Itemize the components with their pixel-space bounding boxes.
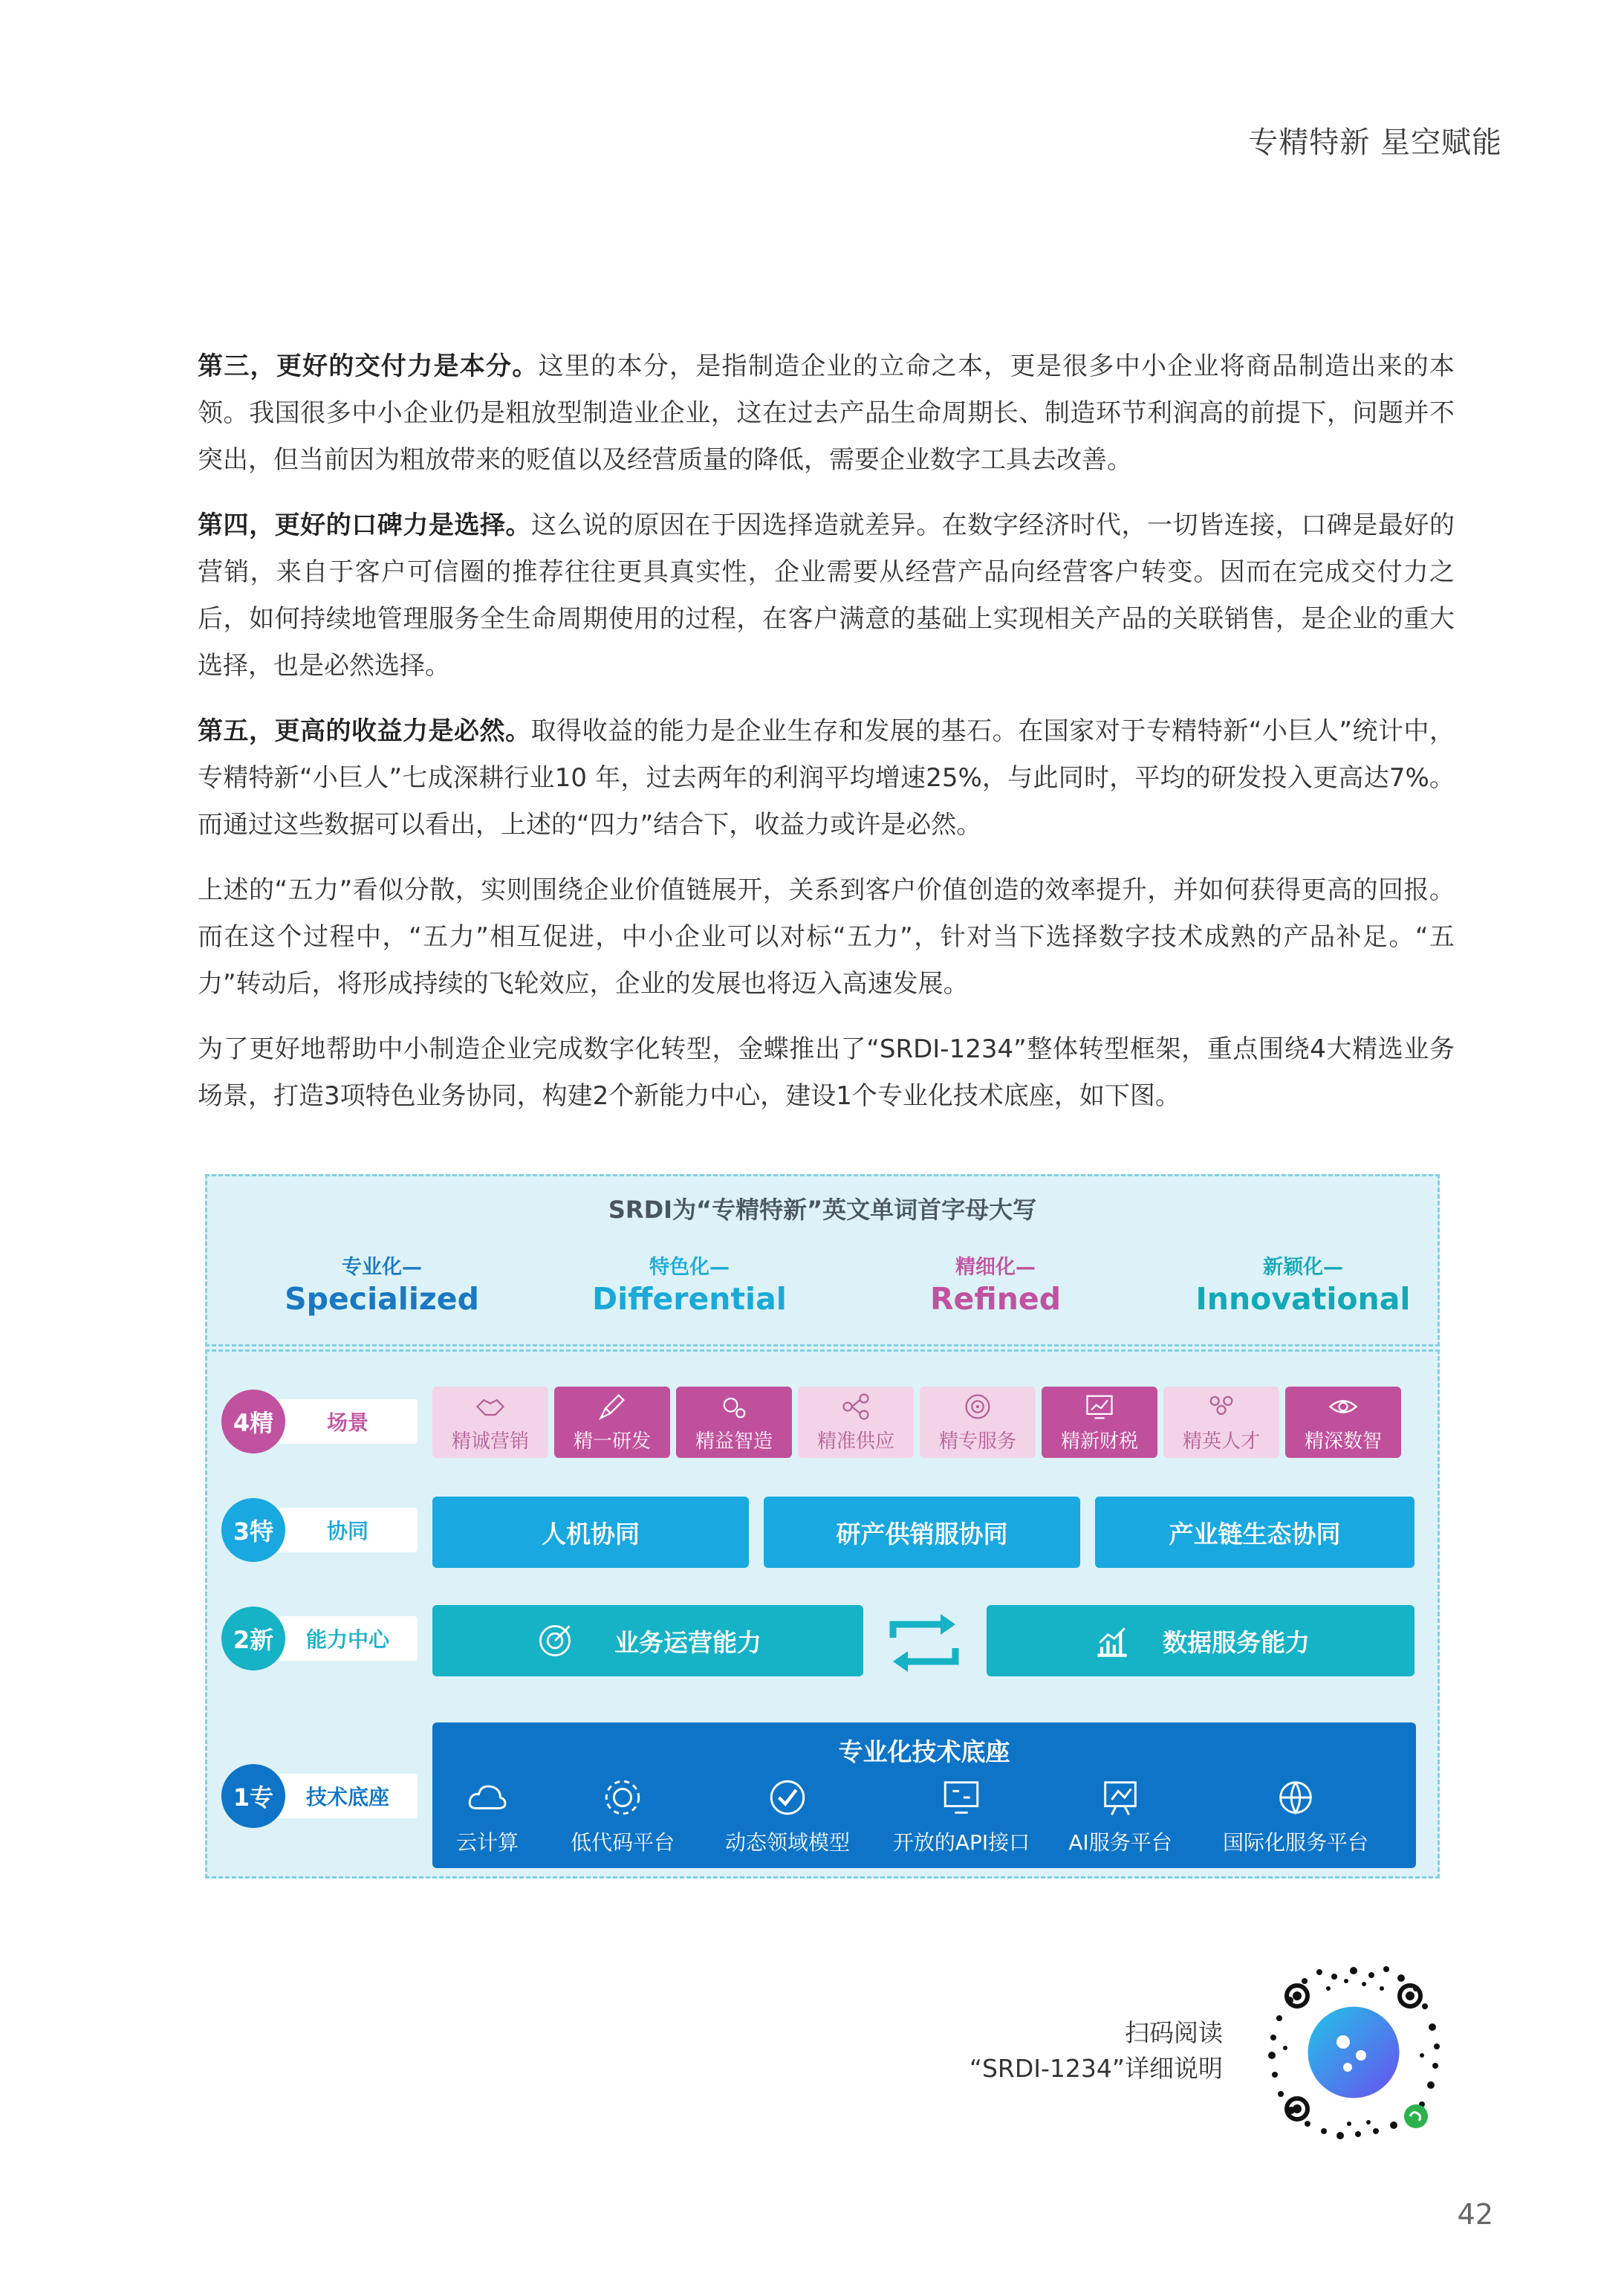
- article-body: [198, 343, 1455, 1138]
- tech-label: 开放的API接口: [892, 1830, 1030, 1855]
- paragraph-lead: 第五，更高的收益力是必然。: [198, 716, 531, 746]
- tech-ai: [1046, 1776, 1195, 1856]
- exchange-arrows-icon: [886, 1610, 963, 1676]
- people-icon: [1205, 1390, 1238, 1423]
- srdi-cn: 新颖化—: [1263, 1256, 1343, 1279]
- paragraph-2: [198, 502, 1455, 690]
- paragraph-text: 取得收益的能力是企业生存和发展的基石。在国家对于专精特新“小巨人”统计中，专精特新“小巨人”七成深耕行业10 年，过去两年的利润平均增速25%，与此同时，平均的研发投入更高达7%。而通过这些数据可以看出，上述的“四力”结合下，收益力或许是必然。: [198, 716, 1455, 840]
- srdi-framework-figure: [205, 1174, 1440, 1879]
- check-circle-icon: [766, 1776, 809, 1819]
- rocket-icon: [596, 1390, 629, 1423]
- row-tag: 技术底座: [263, 1774, 418, 1818]
- paragraph-text: 这里的本分，是指制造企业的立命之本，更是很多中小企业将商品制造出来的本领。我国很多中小企业仍是粗放型制造业企业，这在过去产品生命周期长、制造环节利润高的前提下，问题并不突出，但当前因为粗放带来的贬值以及经营质量的降低，需要企业数字工具去改善。: [198, 351, 1455, 475]
- paragraph-3: [198, 708, 1455, 849]
- row-label-scenes: [221, 1390, 418, 1453]
- srdi-specialized: [237, 1251, 527, 1317]
- scene-label: 精深数智: [1304, 1430, 1382, 1453]
- capability-operations: [432, 1605, 863, 1676]
- tech-label: 国际化服务平台: [1222, 1830, 1368, 1855]
- srdi-cn: 专业化—: [342, 1256, 422, 1279]
- scene-service: [920, 1387, 1036, 1458]
- scene-rd: [554, 1387, 670, 1458]
- row-label-capability: [221, 1607, 418, 1670]
- scene-talent: [1163, 1387, 1279, 1458]
- paragraph-text: 这么说的原因在于因选择造就差异。在数字经济时代，一切皆连接，口碑是最好的营销，来自于客户可信圈的推荐往往更具真实性，企业需要从经营产品向经营客户转变。因而在完成交付力之后，如何持续地管理服务全生命周期使用的过程，在客户满意的基础上实现相关产品的关联销售，是企业的重大选择，也是必然选择。: [198, 510, 1455, 681]
- monitor-chart-icon: [1083, 1390, 1116, 1423]
- eye-icon: [1327, 1390, 1360, 1423]
- row-label-collab: [221, 1498, 418, 1562]
- api-screen-icon: [940, 1776, 983, 1819]
- tech-international: [1221, 1776, 1370, 1856]
- target-icon: [534, 1620, 576, 1662]
- row-number-badge: 3特: [221, 1498, 285, 1562]
- paragraph-text: 上述的“五力”看似分散，实则围绕企业价值链展开，关系到客户价值创造的效率提升，并如何获得更高的回报。而在这个过程中，“五力”相互促进，中小企业可以对标“五力”，针对当下选择数字技术成熟的产品补足。“五力”转动后，将形成持续的飞轮效应，企业的发展也将迈入高速发展。: [198, 875, 1455, 999]
- page-header: 专精特新 星空赋能: [1248, 126, 1502, 160]
- scene-label: 精益智造: [695, 1430, 773, 1453]
- globe-icon: [1274, 1776, 1317, 1819]
- tech-domain-model: [713, 1776, 862, 1856]
- row-number-badge: 4精: [221, 1390, 285, 1453]
- tech-lowcode: [548, 1776, 697, 1856]
- gears-icon: [718, 1390, 750, 1423]
- target-icon: [961, 1390, 994, 1423]
- scene-label: 精诚营销: [451, 1430, 529, 1453]
- qr-caption-line2: “SRDI-1234”详细说明: [969, 2054, 1223, 2083]
- srdi-en: Specialized: [285, 1281, 479, 1317]
- row-tag: 协同: [263, 1508, 418, 1552]
- scene-label: 精一研发: [573, 1430, 651, 1453]
- cloud-icon: [466, 1776, 509, 1819]
- srdi-differential: [545, 1251, 834, 1317]
- tech-label: 云计算: [455, 1830, 519, 1855]
- paragraph-1: [198, 343, 1455, 484]
- scene-label: 精新财税: [1060, 1430, 1138, 1453]
- tech-cloud: [413, 1776, 562, 1856]
- scene-label: 精准供应: [816, 1430, 894, 1453]
- srdi-en: Differential: [592, 1281, 787, 1317]
- gear-icon: [601, 1776, 644, 1819]
- row-label-foundation: [221, 1764, 418, 1828]
- scene-label: 精专服务: [938, 1430, 1016, 1453]
- srdi-en: Refined: [929, 1281, 1062, 1317]
- row-tag: 场景: [263, 1399, 418, 1444]
- row-number-badge: 2新: [221, 1607, 285, 1670]
- network-icon: [839, 1390, 872, 1423]
- foundation-title: 专业化技术底座: [838, 1737, 1010, 1766]
- handshake-icon: [474, 1390, 507, 1423]
- srdi-definition-box: [205, 1174, 1440, 1346]
- collab-industry-chain: 产业链生态协同: [1095, 1497, 1414, 1568]
- tech-label: 动态领域模型: [724, 1830, 850, 1855]
- capability-label: 数据服务能力: [1163, 1627, 1310, 1657]
- collab-human-machine: 人机协同: [432, 1497, 749, 1568]
- row-number-badge: 1专: [221, 1764, 285, 1828]
- mini-program-qr-code[interactable]: [1260, 1959, 1447, 2146]
- scene-supply: [798, 1387, 914, 1458]
- scene-finance: [1042, 1387, 1157, 1458]
- srdi-innovational: [1158, 1251, 1448, 1317]
- scene-marketing: [432, 1387, 548, 1458]
- capability-label: 业务运营能力: [614, 1627, 761, 1657]
- row-tag: 能力中心: [263, 1616, 418, 1661]
- scene-label: 精英人才: [1182, 1430, 1260, 1453]
- tech-foundation: [432, 1722, 1416, 1868]
- srdi-en: Innovational: [1195, 1281, 1411, 1317]
- capability-data-service: [987, 1605, 1414, 1676]
- page-number: 42: [1457, 2198, 1493, 2231]
- paragraph-4: [198, 867, 1455, 1008]
- qr-caption: [969, 2015, 1223, 2087]
- srdi-refined: [851, 1251, 1140, 1317]
- paragraph-5: [198, 1026, 1455, 1120]
- srdi-cn: 特色化—: [649, 1256, 730, 1279]
- bar-chart-icon: [1091, 1620, 1133, 1662]
- tech-label: 低代码平台: [570, 1830, 675, 1855]
- paragraph-lead: 第三，更好的交付力是本分。: [198, 351, 539, 381]
- collab-rd-production: 研产供销服协同: [764, 1497, 1080, 1568]
- srdi-cn: 精细化—: [955, 1256, 1036, 1279]
- paragraph-lead: 第四，更好的口碑力是选择。: [198, 510, 532, 540]
- qr-caption-line1: 扫码阅读: [1125, 2018, 1223, 2047]
- paragraph-text: 为了更好地帮助中小制造企业完成数字化转型，金蝶推出了“SRDI-1234”整体转型框架，重点围绕4大精选业务场景，打造3项特色业务协同，构建2个新能力中心，建设1个专业化技术底座，如下图。: [198, 1034, 1455, 1111]
- tech-api: [887, 1776, 1036, 1856]
- tech-label: AI服务平台: [1068, 1830, 1172, 1855]
- ai-board-icon: [1099, 1776, 1142, 1819]
- scene-manufacturing: [676, 1387, 792, 1458]
- figure-title: SRDI为“专精特新”英文单词首字母大写: [608, 1196, 1037, 1224]
- scene-intelligence: [1285, 1387, 1401, 1458]
